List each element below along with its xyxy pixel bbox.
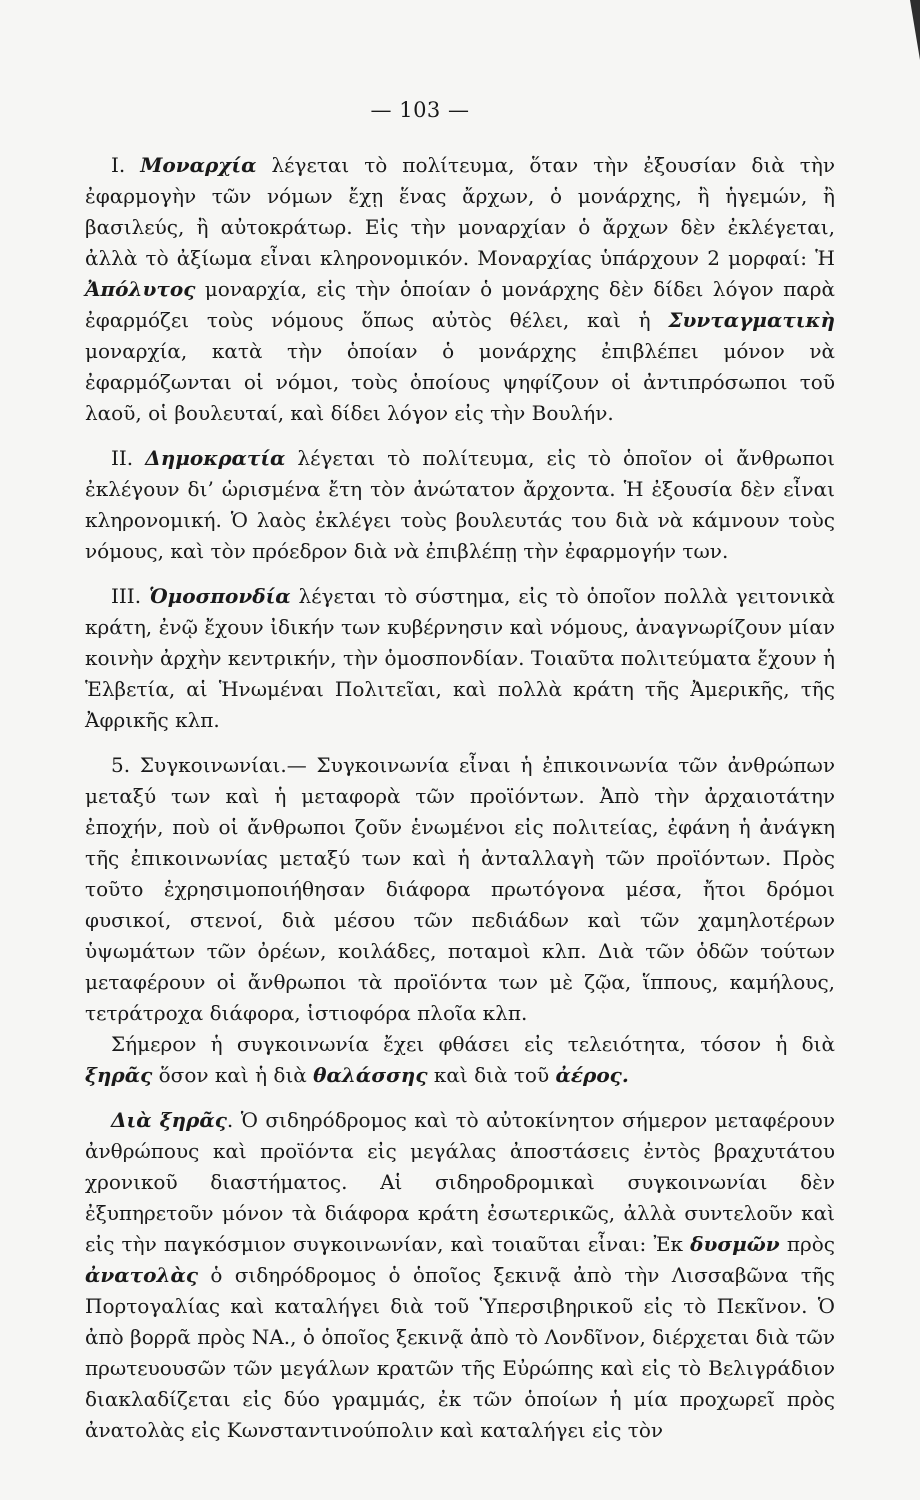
text-segment: λέγεται τὸ σύστημα, εἰς τὸ ὁποῖον πολλὰ γειτονικὰ κράτη, ἐνῷ ἔχουν ἰδικήν των κυβέρνησιν καὶ νόμους, ἀναγνωρίζουν μίαν κοινὴν ἀρχὴν κεντρικήν, τὴν ὁμοσπονδίαν. Τοιαῦτα πολιτεύματα ἔχουν ἡ Ἑλβετία, αἱ Ἡνωμέναι Πολιτεῖαι, καὶ πολλὰ κράτη τῆς Ἀμερικῆς, τῆς Ἀφρικῆς κλπ.: [85, 584, 836, 732]
text-segment: μοναρχία, κατὰ τὴν ὁποίαν ὁ μονάρχης ἐπιβλέπει μόνον νὰ ἐφαρμόζωνται οἱ νόμοι, τοὺς ὁποίους ψηφίζουν οἱ ἀντιπρόσωποι τοῦ λαοῦ, οἱ βουλευταί, καὶ δίδει λόγον εἰς τὴν Βουλήν.: [85, 339, 835, 425]
text-segment: Σήμερον ἡ συγκοινωνία ἔχει φθάσει εἰς τελειότητα, τόσον ἡ διὰ: [111, 1032, 835, 1056]
page-number: — 103 —: [370, 98, 470, 122]
paragraph-monarchy: [85, 150, 835, 429]
text-segment: μοναρχία, εἰς τὴν ὁποίαν ὁ μονάρχης δὲν δίδει λόγον παρὰ ἐφαρμόζει τοὺς νόμους ὅπως αὐτὸς θέλει, καὶ ἡ: [85, 277, 835, 332]
text-segment: λέγεται τὸ πολίτευμα, εἰς τὸ ὁποῖον οἱ ἄνθρωποι ἐκλέγουν δι’ ὡρισμένα ἔτη τὸν ἀνώτατον ἄρχοντα. Ἡ ἐξουσία δὲν εἶναι κληρονομική. Ὁ λαὸς ἐκλέγει τοὺς βουλευτάς του διὰ νὰ κάμνουν τοὺς νόμους, καὶ τὸν πρόεδρον διὰ νὰ ἐπιβλέπῃ τὴν ἐφαρμογήν των.: [85, 446, 835, 563]
term-sea: θαλάσσης: [313, 1063, 428, 1087]
paragraph-communications: [85, 750, 835, 1029]
text-segment: καὶ διὰ τοῦ: [427, 1063, 556, 1087]
term-federation: Ὁμοσπονδία: [148, 584, 291, 608]
term-absolute: Ἀπόλυτος: [85, 277, 196, 301]
text-segment: πρὸς: [779, 1232, 835, 1256]
term-by-land: Διὰ ξηρᾶς: [111, 1108, 227, 1132]
page-corner-shadow: [910, 0, 920, 60]
text-segment: ὅσον καὶ ἡ διὰ: [152, 1063, 314, 1087]
term-constitutional: Συνταγματικὴ: [668, 308, 835, 332]
paragraph-democracy: [85, 443, 835, 567]
term-monarchy: Μοναρχία: [140, 153, 257, 177]
text-segment: λέγεται τὸ πολίτευμα, ὅταν τὴν ἐξουσίαν διὰ τὴν ἐφαρμογὴν τῶν νόμων ἔχῃ ἕνας ἄρχων, ὁ μονάρχης, ἢ ἡγεμών, ἢ βασιλεύς, ἢ αὐτοκράτωρ. Εἰς τὴν μοναρχίαν ὁ ἄρχων δὲν ἐκλέγεται, ἀλλὰ τὸ ἀξίωμα εἶναι κληρονομικόν. Μοναρχίας ὑπάρχουν 2 μορφαί: Ἡ: [85, 153, 835, 270]
paragraph-today: [85, 1029, 835, 1091]
text-segment: 5. Συγκοινωνίαι.— Συγκοινωνία εἶναι ἡ ἐπικοινωνία τῶν ἀνθρώπων μεταξύ των καὶ ἡ μεταφορὰ τῶν προϊόντων. Ἀπὸ τὴν ἀρχαιοτάτην ἐποχήν, ποὺ οἱ ἄνθρωποι ζοῦν ἑνωμένοι εἰς πολιτείας, ἐφάνη ἡ ἀνάγκη τῆς ἐπικοινωνίας μεταξύ των καὶ ἡ ἀνταλλαγὴ τῶν προϊόντων. Πρὸς τοῦτο ἐχρησιμοποιήθησαν διάφορα πρωτόγονα μέσα, ἤτοι δρόμοι φυσικοί, στενοί, διὰ μέσου τῶν πεδιάδων καὶ τῶν χαμηλοτέρων ὑψωμάτων τῶν ὀρέων, κοιλάδες, ποταμοὶ κλπ. Διὰ τῶν ὁδῶν τούτων μεταφέρουν οἱ ἄνθρωποι τὰ προϊόντα των μὲ ζῷα, ἵππους, καμήλους, τετράτροχα διάφορα, ἱστιοφόρα πλοῖα κλπ.: [85, 753, 835, 1025]
term-land: ξηρᾶς: [85, 1063, 153, 1087]
term-democracy: Δημοκρατία: [145, 446, 286, 470]
paragraph-federation: [85, 581, 835, 736]
text-segment: . Ὁ σιδηρόδρομος καὶ τὸ αὐτοκίνητον σήμερον μεταφέρουν ἀνθρώπους καὶ προϊόντα εἰς μεγάλας ἀποστάσεις ἐντὸς βραχυτάτου χρονικοῦ διαστήματος. Αἱ σιδηροδρομικαὶ συγκοινωνίαι δὲν ἐξυπηρετοῦν μόνον τὰ διάφορα κράτη ἐσωτερικῶς, ἀλλὰ συντελοῦν καὶ εἰς τὴν παγκόσμιον συγκοινωνίαν, καὶ τοιαῦται εἶναι: Ἐκ: [85, 1108, 835, 1256]
term-west: δυσμῶν: [690, 1232, 780, 1256]
term-east: ἀνατολὰς: [85, 1263, 199, 1287]
page-body: [85, 150, 835, 1446]
section-number: I.: [111, 153, 141, 177]
paragraph-land: [85, 1105, 835, 1446]
section-number: III.: [111, 584, 149, 608]
section-number: II.: [111, 446, 146, 470]
text-segment: ὁ σιδηρόδρομος ὁ ὁποῖος ξεκινᾷ ἀπὸ τὴν Λισσαβῶνα τῆς Πορτογαλίας καὶ καταλήγει διὰ τοῦ Ὑπερσιβηρικοῦ εἰς τὸ Πεκῖνον. Ὁ ἀπὸ βορρᾶ πρὸς ΝΑ., ὁ ὁποῖος ξεκινᾷ ἀπὸ τὸ Λονδῖνον, διέρχεται διὰ τῶν πρωτευουσῶν τῶν μεγάλων κρατῶν τῆς Εὐρώπης καὶ εἰς τὸ Βελιγράδιον διακλαδίζεται εἰς δύο γραμμάς, ἐκ τῶν ὁποίων ἡ μία προχωρεῖ πρὸς ἀνατολὰς εἰς Κωνσταντινούπολιν καὶ καταλήγει εἰς τὸν: [85, 1263, 835, 1442]
term-air: ἀέρος.: [555, 1063, 629, 1087]
